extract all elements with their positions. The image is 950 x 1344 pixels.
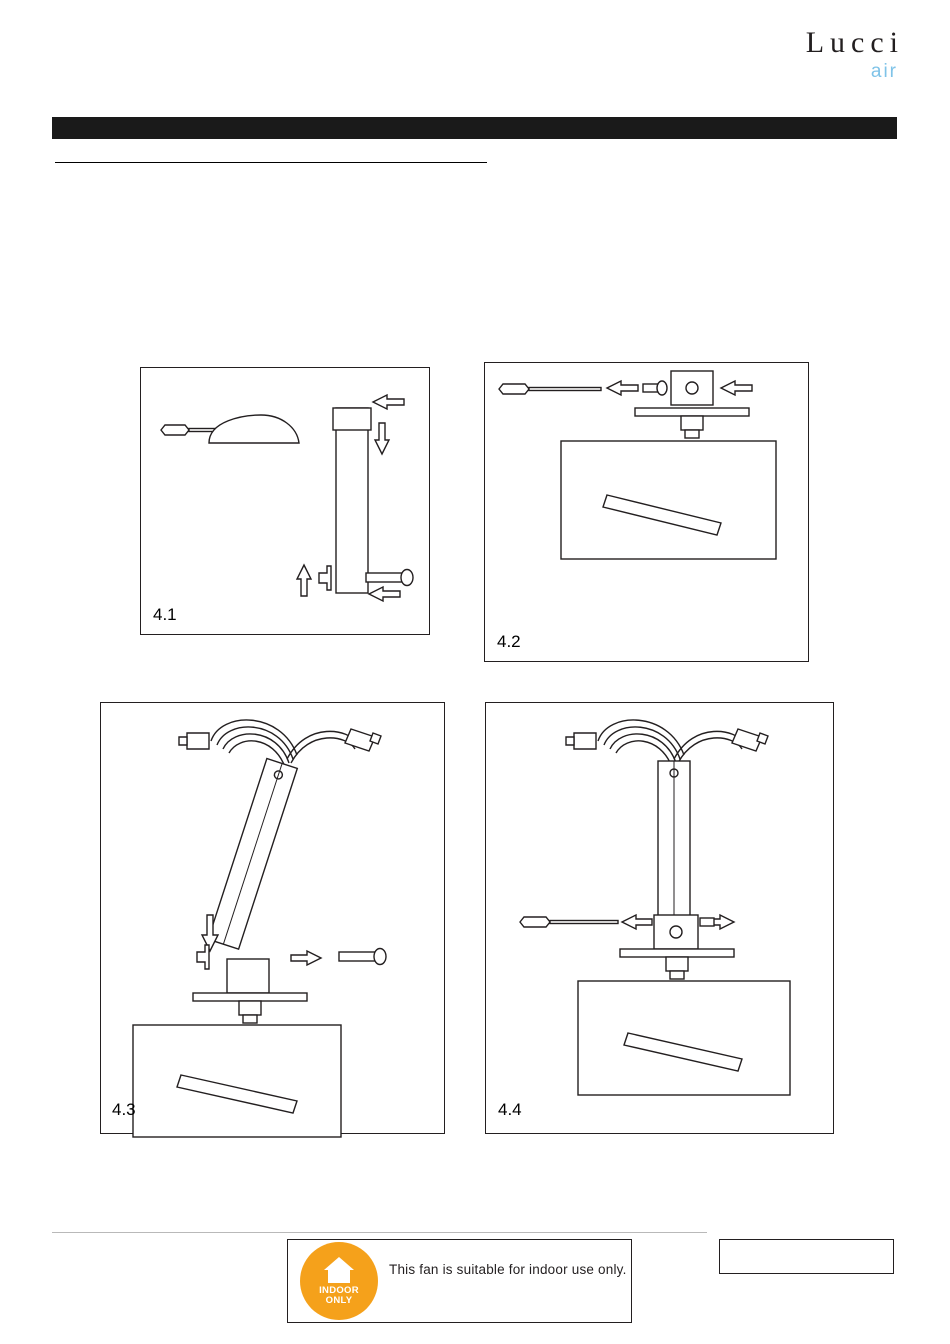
page-number-box [719,1239,894,1274]
house-icon [324,1257,354,1270]
indoor-badge-line2: ONLY [325,1294,353,1306]
figure-label-4-1: 4.1 [153,605,177,624]
brand-name: Lucci [805,26,904,59]
figure-art-4-1 [141,368,431,636]
figure-label-4-2: 4.2 [497,632,521,651]
figure-label-4-4: 4.4 [498,1100,522,1119]
brand-logo [806,28,904,81]
footer-divider [52,1232,707,1233]
figure-panel-4-3 [100,702,445,1134]
figure-panel-4-1 [140,367,430,635]
figure-label-4-3: 4.3 [112,1100,136,1119]
indoor-badge-line1: INDOOR [319,1284,359,1296]
header-black-bar [52,117,897,139]
indoor-badge-text [319,1286,359,1306]
indoor-only-badge [300,1242,378,1320]
brand-subname: air [870,61,898,82]
indoor-use-text: This fan is suitable for indoor use only. [389,1262,627,1277]
figure-art-4-4 [486,703,835,1135]
section-title-rule [55,162,487,163]
figure-art-4-3 [101,703,446,1135]
figure-panel-4-2 [484,362,809,662]
figure-art-4-2 [485,363,810,663]
figure-panel-4-4 [485,702,834,1134]
